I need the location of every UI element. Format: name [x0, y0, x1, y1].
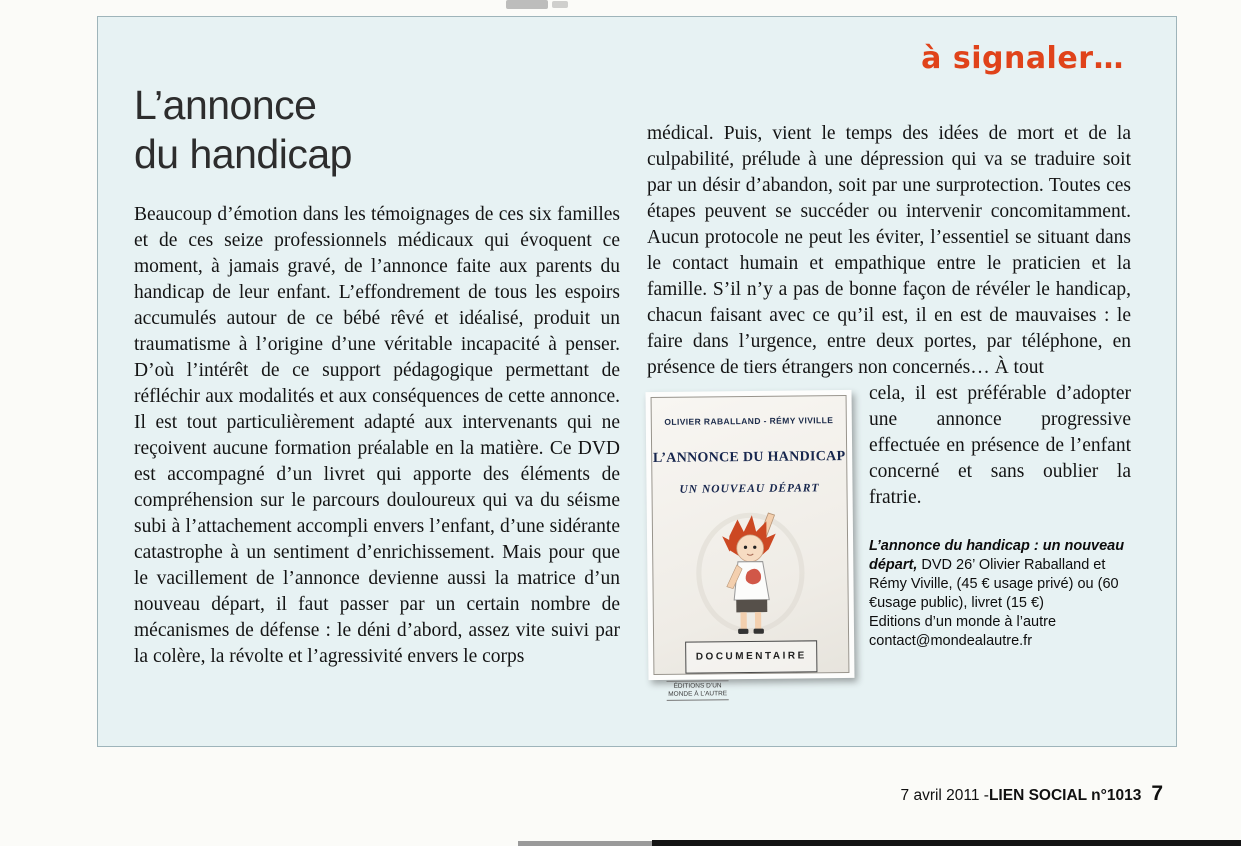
- dvd-cover-scan: [645, 390, 854, 698]
- footer-journal-name: LIEN SOCIAL n°1013: [988, 787, 1142, 804]
- scan-artifact: [518, 841, 654, 846]
- magazine-page: [97, 16, 1177, 747]
- caption-publisher: Editions d’un monde à l’autre: [869, 614, 1057, 630]
- article-right-column: [647, 121, 1131, 698]
- dvd-cover-face: [651, 395, 850, 698]
- caption-title: L’annonce du handicap : un nouveau départ,: [869, 538, 1125, 573]
- dvd-subtitle: UN NOUVEAU DÉPART: [679, 482, 820, 496]
- dvd-cover: [647, 391, 853, 698]
- girl-drawing-icon: [688, 504, 813, 639]
- divider: [663, 404, 834, 406]
- page-footer: [901, 782, 1163, 806]
- article-paragraph-wrapped: cela, il est préférable d’adopter une annonce progressive effectuée en présence de l’enfant concerné et sans oublier la fratrie.: [869, 383, 1131, 508]
- divider: [663, 436, 834, 438]
- article-title-line2: du handicap: [134, 131, 352, 177]
- scan-artifact: [552, 1, 568, 8]
- article-left-column: Beaucoup d’émotion dans les témoignages de ces six familles et de ces seize professionnels médicaux qui évoquent ce moment, à jamais gravé, de l’annonce faite aux parents du handicap de leur enfant. L’effondrement de tous les espoirs accumulés autour de ce bébé rêvé et idéalisé, produit un traumatisme à l’origine d’une véritable incapacité à penser. D’où l’intérêt de ce support pédagogique permettant de réfléchir aux modalités et aux conséquences de cette annonce. Il est tout particulièrement adapté aux intervenants qui ne reçoivent aucune formation préalable en la matière. Ce DVD est accompagné d’un livret qui apporte des éléments de compréhension sur le parcours douloureux qui va du séisme subi à l’attachement accompli envers l’enfant, d’une sidérante catastrophe à un sentiment d’enrichissement. Mais pour que le vacillement de l’annonce devienne aussi la matrice d’un nouveau départ, il faut passer par un certain nombre de mécanismes de défense : le déni d’abord, assez vite suivi par la colère, la révolte et l’agressivité envers le corps: [134, 204, 620, 667]
- dvd-illustration: [688, 504, 813, 639]
- dvd-title: L’ANNONCE DU HANDICAP: [652, 448, 846, 467]
- caption-credits: DVD 26’ Olivier Raballand et Rémy Viville, (45 € usage privé) ou (60 €usage public), livret (15 €): [869, 557, 1119, 611]
- dvd-authors: OLIVIER RABALLAND - RÉMY VIVILLE: [664, 415, 834, 427]
- article-paragraph: médical. Puis, vient le temps des idées de mort et de la culpabilité, prélude à une dépression qui va se traduire soit par un désir d’abandon, soit par une surprotection. Toutes ces étapes peuvent se succéder ou intervenir concomitamment. Aucun protocole ne peut les éviter, l’essentiel se situant dans le contact humain et empathique entre le praticien et la famille. S’il n’y a pas de bonne façon de révéler le handicap, chacun faisant avec ce qu’il est, il en est de mauvaises : le faire dans l’urgence, entre deux portes, par téléphone, en présence de tiers étrangers non concernés… À tout: [647, 123, 1131, 378]
- scan-artifact: [652, 840, 1241, 846]
- dvd-genre-label: DOCUMENTAIRE: [685, 640, 818, 673]
- article-title-line1: L’annonce: [134, 82, 317, 128]
- scan-artifact: [506, 0, 548, 9]
- article-title: [134, 81, 352, 179]
- dvd-publisher-logo: ÉDITIONS D’UN MONDE À L’AUTRE: [667, 680, 729, 701]
- caption-contact-email: contact@mondealautre.fr: [869, 633, 1033, 649]
- footer-date: 7 avril 2011 -: [900, 787, 989, 804]
- section-label: à signaler…: [921, 41, 1124, 76]
- footer-page-number: 7: [1151, 782, 1163, 805]
